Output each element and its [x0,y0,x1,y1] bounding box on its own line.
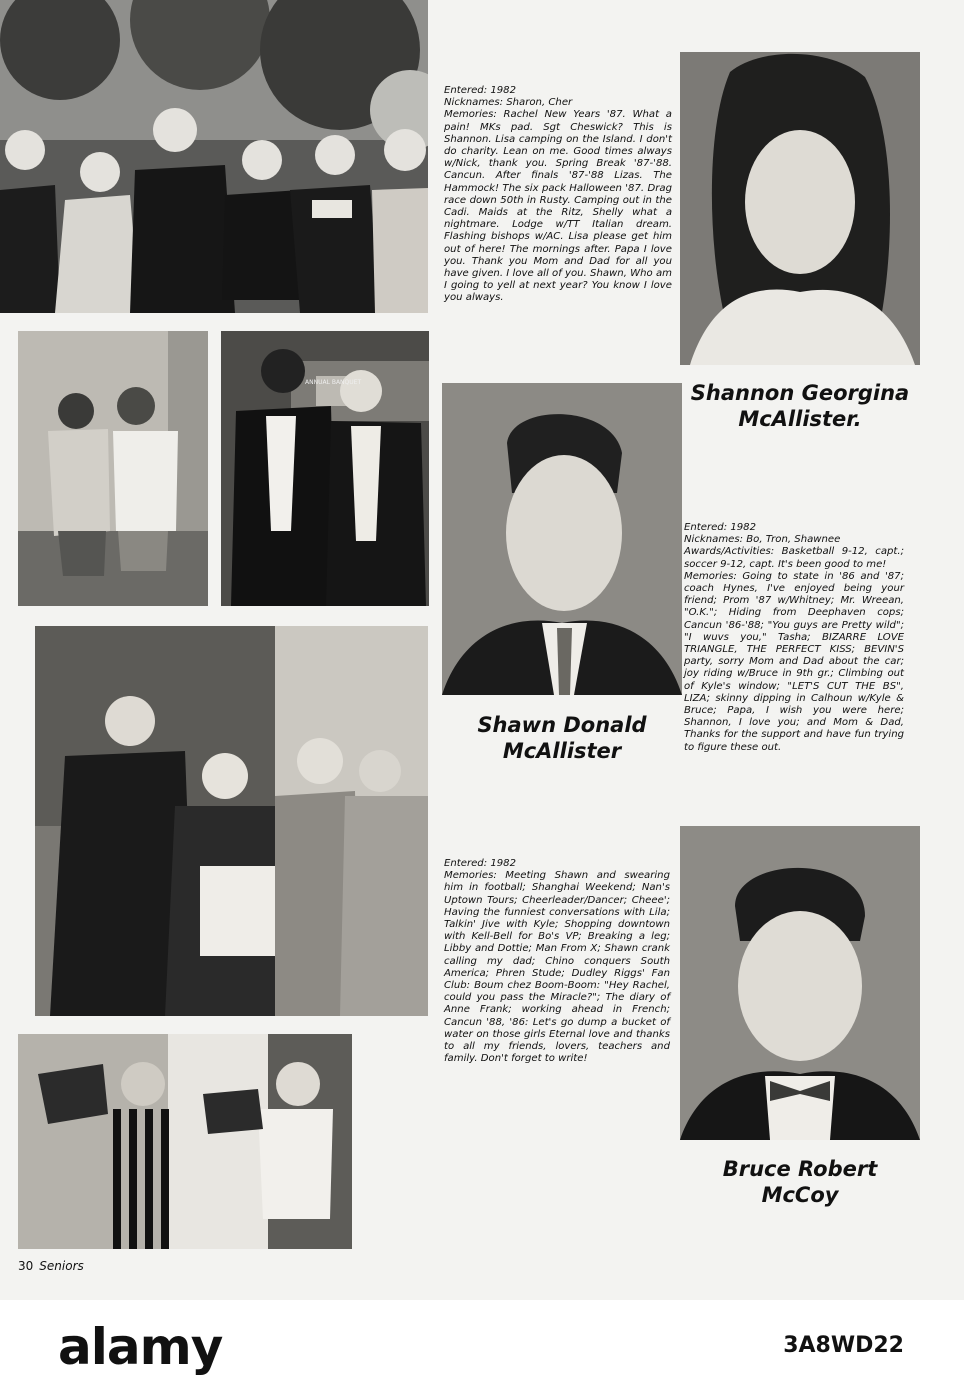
name-line: Shawn Donald [477,713,647,737]
portrait-shawn [442,383,682,695]
name-line: McAllister. [738,407,862,432]
bio-shawn [684,522,904,754]
page-folio [18,1259,84,1273]
bio-line: Entered: 1982 [444,858,517,869]
two-boys-tuxedo-photo [221,331,429,606]
name-shannon [672,380,928,433]
section-label: Seniors [39,1259,84,1273]
name-shawn [430,712,694,765]
bio-line: Memories: Going to state in '86 and '87; coach Hynes, I've enjoyed being your friend; Prom '87 w/Whitney; Mr. Wreean, "O.K."; Hiding from Deephaven cops; Cancun '86-'88; "You guys are Pretty wild"; "I wuvs you," Tasha; BIZARRE LOVE TRIANGLE, THE PERFECT KISS; BEVIN'S party, sorry Mom and Dad about the car; joy riding w/Bruce in 9th gr.; Climbing out of Kyle's window; "LET'S CUT THE BS", LIZA; skinny dipping in Calhoun w/Kyle & Bruce; Papa, I wish you were here; Shannon, I love you; and Mom & Dad, Thanks for the support and have fun trying to figure these out. [684,570,904,753]
bio-shannon [444,85,672,305]
group-formal-photo [0,0,428,313]
bio-line: Awards/Activities: Basketball 9-12, capt.; soccer 9-12, capt. It's been good to me! [684,546,904,570]
bio-line: Nicknames: Bo, Tron, Shawnee [684,534,841,546]
childhood-lobster-photo [18,1034,352,1249]
bio-line: Memories: Meeting Shawn and swearing him in football; Shanghai Weekend; Nan's Uptown Tours; Cheerleader/Dancer; Cheee'; Having the funniest conversations with Lila; Talkin' Jive with Kyle; Shopping downtown with Kell-Bell for Bo's VP; Breaking a leg; Libby and Dottie; Man From X; Shawn crank calling my dad; Chino conquers South America; Phren Stude; Dudley Riggs' Fan Club: Boum chez Boom-Boom: "Hey Rachel, could you pass the Miracle?"; The diary of Anne Frank; working ahead in French; Cancun '88, '86: Let's go dump a bucket of water on those girls Eternal love and thanks to all my friends, lovers, teachers and family. Don't forget to write! [444,870,670,1065]
watermark-logo: alamy [58,1318,223,1376]
two-girls-photo [18,331,208,606]
name-line: McAllister [502,739,622,764]
portrait-bruce [680,826,920,1140]
watermark-image-id: 3A8WD22 [783,1333,904,1358]
bio-line: Entered: 1982 [444,85,517,96]
bio-line: Memories: Rachel New Years '87. What a pain! MKs pad. Sgt Cheswick? This is Shannon. Lisa camping on the Island. I don't do charity. Lean on me. Good times always w/Nick, thank you. Spring Break '87-'88. Cancun. After finals '87-'88 Lizas. The Hammock! The six pack Halloween '87. Drag race down 50th in Rusty. Camping out in the Cadi. Maids at the Ritz, Shelly what a nightmare. Lodge w/TT Italian dream. Flashing bishops w/AC. Lisa please get him out of here! The mornings after. Papa I love you. Thank you Mom and Dad for all you have given. I love all of you. Shawn, Who am I going to yell at next year? You know I love you always. [444,109,672,304]
bio-line: Entered: 1982 [684,522,757,533]
name-line: McCoy [761,1183,839,1208]
name-bruce [672,1156,928,1209]
page-number: 30 [18,1259,34,1273]
bio-bruce [444,858,670,1065]
watermark-bar [0,1300,964,1390]
name-line: Bruce Robert [722,1157,878,1181]
portrait-shannon [680,52,920,365]
name-line: Shannon Georgina [690,381,910,405]
homecoming-court-photo [35,626,428,1016]
bio-line: Nicknames: Sharon, Cher [444,97,573,109]
banquet-sign: ANNUAL BANQUET [305,379,362,386]
